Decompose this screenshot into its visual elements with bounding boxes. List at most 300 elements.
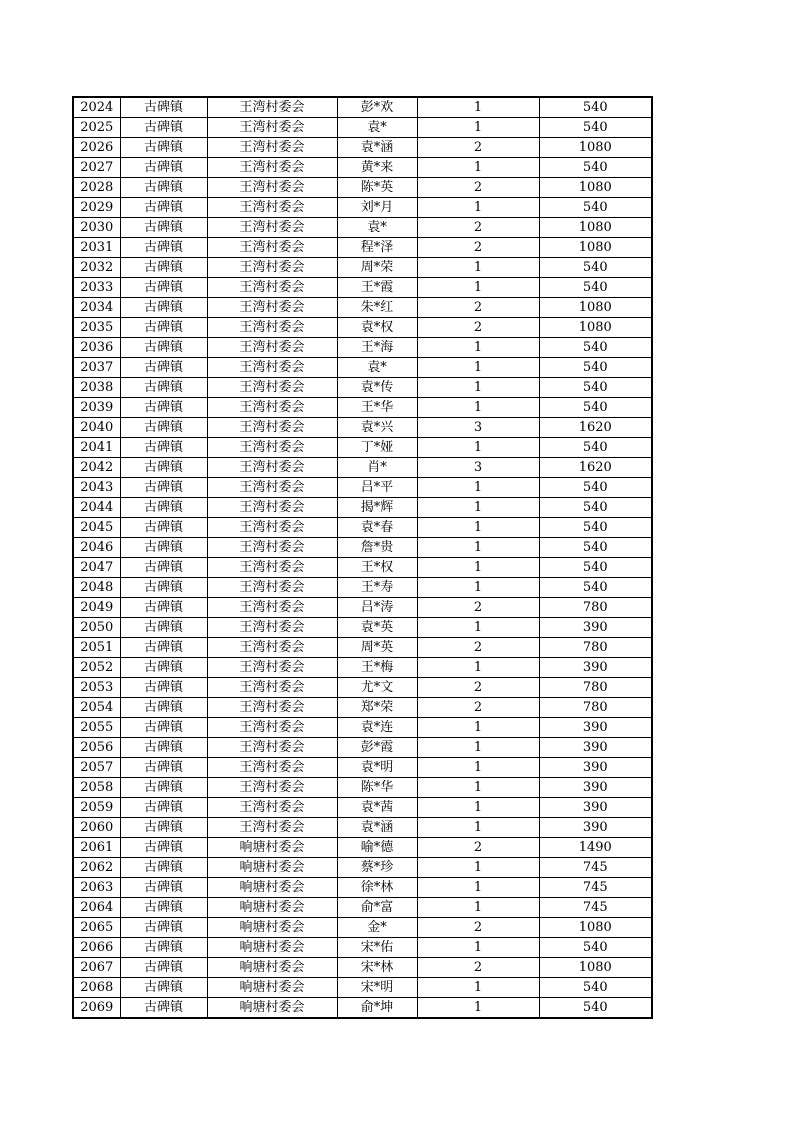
village-cell: 王湾村委会 — [207, 138, 337, 158]
village-cell: 王湾村委会 — [207, 358, 337, 378]
amount-cell: 540 — [539, 518, 652, 538]
table-row — [73, 338, 652, 358]
village-cell: 响塘村委会 — [207, 918, 337, 938]
town-cell: 古碑镇 — [120, 858, 207, 878]
town-cell: 古碑镇 — [120, 678, 207, 698]
row-number-cell: 2043 — [73, 478, 120, 498]
count-cell: 1 — [417, 498, 539, 518]
town-cell: 古碑镇 — [120, 558, 207, 578]
name-cell: 袁*春 — [337, 518, 417, 538]
row-number-cell: 2038 — [73, 378, 120, 398]
row-number-cell: 2039 — [73, 398, 120, 418]
table-row — [73, 118, 652, 138]
amount-cell: 540 — [539, 97, 652, 118]
village-cell: 王湾村委会 — [207, 698, 337, 718]
row-number-cell: 2060 — [73, 818, 120, 838]
count-cell: 1 — [417, 938, 539, 958]
amount-cell: 540 — [539, 198, 652, 218]
village-cell: 王湾村委会 — [207, 318, 337, 338]
town-cell: 古碑镇 — [120, 658, 207, 678]
count-cell: 2 — [417, 318, 539, 338]
town-cell: 古碑镇 — [120, 998, 207, 1019]
name-cell: 程*泽 — [337, 238, 417, 258]
name-cell: 肖* — [337, 458, 417, 478]
count-cell: 3 — [417, 418, 539, 438]
village-cell: 王湾村委会 — [207, 238, 337, 258]
count-cell: 1 — [417, 558, 539, 578]
town-cell: 古碑镇 — [120, 758, 207, 778]
town-cell: 古碑镇 — [120, 778, 207, 798]
row-number-cell: 2029 — [73, 198, 120, 218]
table-row — [73, 898, 652, 918]
name-cell: 俞*富 — [337, 898, 417, 918]
amount-cell: 780 — [539, 638, 652, 658]
name-cell: 金* — [337, 918, 417, 938]
village-cell: 王湾村委会 — [207, 538, 337, 558]
name-cell: 周*英 — [337, 638, 417, 658]
amount-cell: 390 — [539, 758, 652, 778]
table-row — [73, 578, 652, 598]
name-cell: 宋*明 — [337, 978, 417, 998]
amount-cell: 745 — [539, 898, 652, 918]
table-row — [73, 798, 652, 818]
name-cell: 俞*坤 — [337, 998, 417, 1019]
town-cell: 古碑镇 — [120, 798, 207, 818]
count-cell: 2 — [417, 918, 539, 938]
town-cell: 古碑镇 — [120, 97, 207, 118]
count-cell: 1 — [417, 978, 539, 998]
amount-cell: 390 — [539, 618, 652, 638]
count-cell: 1 — [417, 858, 539, 878]
name-cell: 袁*权 — [337, 318, 417, 338]
name-cell: 朱*红 — [337, 298, 417, 318]
village-cell: 王湾村委会 — [207, 598, 337, 618]
amount-cell: 390 — [539, 718, 652, 738]
village-cell: 王湾村委会 — [207, 278, 337, 298]
name-cell: 王*梅 — [337, 658, 417, 678]
amount-cell: 540 — [539, 258, 652, 278]
count-cell: 1 — [417, 758, 539, 778]
name-cell: 宋*林 — [337, 958, 417, 978]
table-row — [73, 278, 652, 298]
village-cell: 王湾村委会 — [207, 638, 337, 658]
village-cell: 王湾村委会 — [207, 438, 337, 458]
town-cell: 古碑镇 — [120, 598, 207, 618]
row-number-cell: 2051 — [73, 638, 120, 658]
town-cell: 古碑镇 — [120, 418, 207, 438]
row-number-cell: 2061 — [73, 838, 120, 858]
town-cell: 古碑镇 — [120, 378, 207, 398]
village-cell: 王湾村委会 — [207, 818, 337, 838]
table-row — [73, 698, 652, 718]
table-row — [73, 658, 652, 678]
name-cell: 陈*英 — [337, 178, 417, 198]
row-number-cell: 2067 — [73, 958, 120, 978]
table-row — [73, 838, 652, 858]
village-cell: 王湾村委会 — [207, 178, 337, 198]
town-cell: 古碑镇 — [120, 198, 207, 218]
row-number-cell: 2034 — [73, 298, 120, 318]
table-row — [73, 438, 652, 458]
amount-cell: 745 — [539, 878, 652, 898]
town-cell: 古碑镇 — [120, 738, 207, 758]
amount-cell: 390 — [539, 798, 652, 818]
town-cell: 古碑镇 — [120, 138, 207, 158]
village-cell: 响塘村委会 — [207, 978, 337, 998]
village-cell: 王湾村委会 — [207, 518, 337, 538]
table-row — [73, 238, 652, 258]
table-row — [73, 97, 652, 118]
name-cell: 徐*林 — [337, 878, 417, 898]
amount-cell: 1080 — [539, 178, 652, 198]
table-row — [73, 378, 652, 398]
count-cell: 1 — [417, 398, 539, 418]
count-cell: 1 — [417, 778, 539, 798]
name-cell: 袁*涵 — [337, 818, 417, 838]
table-row — [73, 738, 652, 758]
table-body — [73, 97, 652, 1018]
count-cell: 1 — [417, 998, 539, 1019]
count-cell: 1 — [417, 198, 539, 218]
table-row — [73, 818, 652, 838]
amount-cell: 540 — [539, 998, 652, 1019]
count-cell: 1 — [417, 158, 539, 178]
town-cell: 古碑镇 — [120, 938, 207, 958]
amount-cell: 540 — [539, 938, 652, 958]
table-row — [73, 478, 652, 498]
count-cell: 1 — [417, 898, 539, 918]
name-cell: 詹*贵 — [337, 538, 417, 558]
row-number-cell: 2057 — [73, 758, 120, 778]
count-cell: 1 — [417, 118, 539, 138]
table-row — [73, 358, 652, 378]
name-cell: 袁*传 — [337, 378, 417, 398]
village-cell: 王湾村委会 — [207, 798, 337, 818]
count-cell: 1 — [417, 798, 539, 818]
table-row — [73, 558, 652, 578]
table-row — [73, 318, 652, 338]
town-cell: 古碑镇 — [120, 218, 207, 238]
name-cell: 宋*佑 — [337, 938, 417, 958]
town-cell: 古碑镇 — [120, 818, 207, 838]
row-number-cell: 2053 — [73, 678, 120, 698]
count-cell: 1 — [417, 97, 539, 118]
table-row — [73, 458, 652, 478]
row-number-cell: 2055 — [73, 718, 120, 738]
count-cell: 1 — [417, 578, 539, 598]
row-number-cell: 2063 — [73, 878, 120, 898]
amount-cell: 390 — [539, 658, 652, 678]
count-cell: 1 — [417, 358, 539, 378]
amount-cell: 540 — [539, 118, 652, 138]
name-cell: 黄*来 — [337, 158, 417, 178]
village-cell: 响塘村委会 — [207, 898, 337, 918]
amount-cell: 390 — [539, 818, 652, 838]
table-row — [73, 718, 652, 738]
count-cell: 2 — [417, 838, 539, 858]
row-number-cell: 2045 — [73, 518, 120, 538]
count-cell: 1 — [417, 278, 539, 298]
amount-cell: 780 — [539, 698, 652, 718]
village-cell: 王湾村委会 — [207, 398, 337, 418]
name-cell: 王*权 — [337, 558, 417, 578]
row-number-cell: 2028 — [73, 178, 120, 198]
amount-cell: 540 — [539, 158, 652, 178]
table-row — [73, 678, 652, 698]
amount-cell: 540 — [539, 978, 652, 998]
amount-cell: 1080 — [539, 218, 652, 238]
count-cell: 1 — [417, 258, 539, 278]
village-cell: 王湾村委会 — [207, 778, 337, 798]
village-cell: 王湾村委会 — [207, 158, 337, 178]
town-cell: 古碑镇 — [120, 518, 207, 538]
name-cell: 袁*连 — [337, 718, 417, 738]
count-cell: 2 — [417, 638, 539, 658]
amount-cell: 780 — [539, 598, 652, 618]
town-cell: 古碑镇 — [120, 158, 207, 178]
count-cell: 1 — [417, 438, 539, 458]
amount-cell: 1080 — [539, 298, 652, 318]
row-number-cell: 2059 — [73, 798, 120, 818]
amount-cell: 540 — [539, 558, 652, 578]
count-cell: 1 — [417, 518, 539, 538]
table-row — [73, 858, 652, 878]
village-cell: 响塘村委会 — [207, 858, 337, 878]
row-number-cell: 2064 — [73, 898, 120, 918]
name-cell: 彭*欢 — [337, 97, 417, 118]
row-number-cell: 2031 — [73, 238, 120, 258]
name-cell: 袁* — [337, 358, 417, 378]
village-cell: 王湾村委会 — [207, 258, 337, 278]
row-number-cell: 2046 — [73, 538, 120, 558]
row-number-cell: 2032 — [73, 258, 120, 278]
count-cell: 2 — [417, 958, 539, 978]
town-cell: 古碑镇 — [120, 118, 207, 138]
table-row — [73, 498, 652, 518]
table-row — [73, 878, 652, 898]
village-cell: 王湾村委会 — [207, 97, 337, 118]
amount-cell: 390 — [539, 778, 652, 798]
row-number-cell: 2050 — [73, 618, 120, 638]
row-number-cell: 2069 — [73, 998, 120, 1019]
name-cell: 袁*涵 — [337, 138, 417, 158]
town-cell: 古碑镇 — [120, 398, 207, 418]
village-cell: 王湾村委会 — [207, 618, 337, 638]
name-cell: 彭*霞 — [337, 738, 417, 758]
name-cell: 袁*英 — [337, 618, 417, 638]
row-number-cell: 2058 — [73, 778, 120, 798]
village-cell: 王湾村委会 — [207, 498, 337, 518]
count-cell: 1 — [417, 378, 539, 398]
row-number-cell: 2035 — [73, 318, 120, 338]
data-table — [72, 96, 653, 1019]
town-cell: 古碑镇 — [120, 458, 207, 478]
name-cell: 郑*荣 — [337, 698, 417, 718]
table-row — [73, 218, 652, 238]
amount-cell: 540 — [539, 398, 652, 418]
village-cell: 王湾村委会 — [207, 678, 337, 698]
table-row — [73, 518, 652, 538]
town-cell: 古碑镇 — [120, 178, 207, 198]
village-cell: 王湾村委会 — [207, 758, 337, 778]
count-cell: 2 — [417, 678, 539, 698]
row-number-cell: 2025 — [73, 118, 120, 138]
town-cell: 古碑镇 — [120, 498, 207, 518]
count-cell: 2 — [417, 238, 539, 258]
village-cell: 响塘村委会 — [207, 838, 337, 858]
count-cell: 1 — [417, 478, 539, 498]
table-row — [73, 178, 652, 198]
town-cell: 古碑镇 — [120, 898, 207, 918]
table-row — [73, 158, 652, 178]
town-cell: 古碑镇 — [120, 958, 207, 978]
village-cell: 王湾村委会 — [207, 198, 337, 218]
row-number-cell: 2041 — [73, 438, 120, 458]
amount-cell: 1620 — [539, 458, 652, 478]
name-cell: 王*华 — [337, 398, 417, 418]
name-cell: 丁*娅 — [337, 438, 417, 458]
name-cell: 尤*文 — [337, 678, 417, 698]
amount-cell: 1080 — [539, 918, 652, 938]
village-cell: 王湾村委会 — [207, 658, 337, 678]
count-cell: 2 — [417, 178, 539, 198]
table-row — [73, 758, 652, 778]
amount-cell: 540 — [539, 358, 652, 378]
town-cell: 古碑镇 — [120, 238, 207, 258]
town-cell: 古碑镇 — [120, 338, 207, 358]
town-cell: 古碑镇 — [120, 318, 207, 338]
name-cell: 王*海 — [337, 338, 417, 358]
table-row — [73, 938, 652, 958]
row-number-cell: 2042 — [73, 458, 120, 478]
amount-cell: 780 — [539, 678, 652, 698]
town-cell: 古碑镇 — [120, 718, 207, 738]
town-cell: 古碑镇 — [120, 638, 207, 658]
table-row — [73, 598, 652, 618]
count-cell: 2 — [417, 698, 539, 718]
village-cell: 王湾村委会 — [207, 218, 337, 238]
amount-cell: 745 — [539, 858, 652, 878]
town-cell: 古碑镇 — [120, 278, 207, 298]
row-number-cell: 2037 — [73, 358, 120, 378]
table-row — [73, 618, 652, 638]
amount-cell: 540 — [539, 498, 652, 518]
village-cell: 响塘村委会 — [207, 878, 337, 898]
row-number-cell: 2030 — [73, 218, 120, 238]
name-cell: 王*寿 — [337, 578, 417, 598]
village-cell: 王湾村委会 — [207, 118, 337, 138]
name-cell: 蔡*珍 — [337, 858, 417, 878]
amount-cell: 1620 — [539, 418, 652, 438]
village-cell: 王湾村委会 — [207, 738, 337, 758]
village-cell: 王湾村委会 — [207, 418, 337, 438]
village-cell: 王湾村委会 — [207, 718, 337, 738]
amount-cell: 540 — [539, 478, 652, 498]
table-row — [73, 258, 652, 278]
town-cell: 古碑镇 — [120, 918, 207, 938]
village-cell: 响塘村委会 — [207, 958, 337, 978]
name-cell: 袁* — [337, 218, 417, 238]
table-row — [73, 198, 652, 218]
town-cell: 古碑镇 — [120, 978, 207, 998]
count-cell: 1 — [417, 338, 539, 358]
row-number-cell: 2062 — [73, 858, 120, 878]
table-row — [73, 418, 652, 438]
town-cell: 古碑镇 — [120, 538, 207, 558]
count-cell: 1 — [417, 738, 539, 758]
village-cell: 王湾村委会 — [207, 558, 337, 578]
row-number-cell: 2026 — [73, 138, 120, 158]
row-number-cell: 2047 — [73, 558, 120, 578]
name-cell: 吕*平 — [337, 478, 417, 498]
table-row — [73, 998, 652, 1019]
table-row — [73, 978, 652, 998]
row-number-cell: 2024 — [73, 97, 120, 118]
amount-cell: 1080 — [539, 138, 652, 158]
name-cell: 王*霞 — [337, 278, 417, 298]
town-cell: 古碑镇 — [120, 478, 207, 498]
count-cell: 1 — [417, 538, 539, 558]
amount-cell: 390 — [539, 738, 652, 758]
count-cell: 1 — [417, 618, 539, 638]
amount-cell: 1080 — [539, 238, 652, 258]
row-number-cell: 2052 — [73, 658, 120, 678]
table-row — [73, 538, 652, 558]
name-cell: 陈*华 — [337, 778, 417, 798]
name-cell: 吕*涛 — [337, 598, 417, 618]
village-cell: 王湾村委会 — [207, 478, 337, 498]
count-cell: 1 — [417, 878, 539, 898]
row-number-cell: 2054 — [73, 698, 120, 718]
amount-cell: 540 — [539, 378, 652, 398]
table-row — [73, 398, 652, 418]
table-row — [73, 918, 652, 938]
village-cell: 王湾村委会 — [207, 338, 337, 358]
name-cell: 揭*辉 — [337, 498, 417, 518]
amount-cell: 540 — [539, 278, 652, 298]
row-number-cell: 2065 — [73, 918, 120, 938]
town-cell: 古碑镇 — [120, 618, 207, 638]
amount-cell: 540 — [539, 578, 652, 598]
table-row — [73, 298, 652, 318]
name-cell: 袁*兴 — [337, 418, 417, 438]
row-number-cell: 2056 — [73, 738, 120, 758]
count-cell: 2 — [417, 598, 539, 618]
row-number-cell: 2036 — [73, 338, 120, 358]
village-cell: 王湾村委会 — [207, 458, 337, 478]
village-cell: 响塘村委会 — [207, 938, 337, 958]
amount-cell: 540 — [539, 338, 652, 358]
town-cell: 古碑镇 — [120, 298, 207, 318]
amount-cell: 1080 — [539, 958, 652, 978]
amount-cell: 1490 — [539, 838, 652, 858]
row-number-cell: 2033 — [73, 278, 120, 298]
row-number-cell: 2049 — [73, 598, 120, 618]
count-cell: 2 — [417, 298, 539, 318]
row-number-cell: 2044 — [73, 498, 120, 518]
row-number-cell: 2066 — [73, 938, 120, 958]
name-cell: 袁*明 — [337, 758, 417, 778]
amount-cell: 540 — [539, 438, 652, 458]
name-cell: 刘*月 — [337, 198, 417, 218]
village-cell: 王湾村委会 — [207, 378, 337, 398]
table-row — [73, 638, 652, 658]
count-cell: 2 — [417, 218, 539, 238]
name-cell: 喻*德 — [337, 838, 417, 858]
count-cell: 1 — [417, 718, 539, 738]
row-number-cell: 2040 — [73, 418, 120, 438]
row-number-cell: 2048 — [73, 578, 120, 598]
